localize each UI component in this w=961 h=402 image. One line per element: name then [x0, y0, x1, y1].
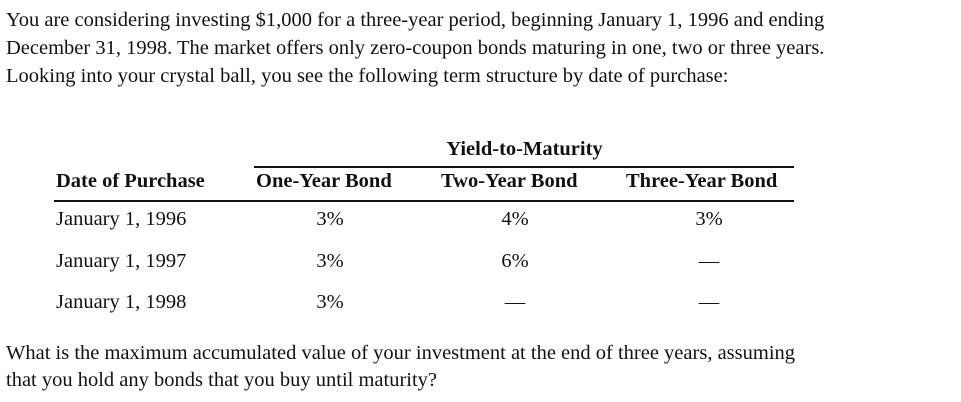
question-line: that you hold any bonds that you buy until maturity? — [6, 369, 438, 391]
intro-line: December 31, 1998. The market offers only zero-coupon bonds maturing in one, two or three years. — [6, 37, 825, 59]
column-header-rule — [54, 200, 794, 202]
one-year-cell: 3% — [316, 250, 344, 272]
three-year-cell: — — [698, 291, 720, 313]
three-year-cell: — — [698, 250, 720, 272]
two-year-cell: 6% — [501, 250, 529, 272]
one-year-cell: 3% — [316, 291, 344, 313]
column-header-three-year: Three-Year Bond — [626, 170, 778, 192]
intro-line: You are considering investing $1,000 for a three-year period, beginning January 1, 1996 and ending — [6, 9, 825, 31]
two-year-cell: 4% — [501, 208, 529, 230]
column-header-one-year: One-Year Bond — [256, 170, 392, 192]
yield-to-maturity-header: Yield-to-Maturity — [446, 138, 603, 160]
intro-paragraph — [6, 6, 956, 90]
column-header-date: Date of Purchase — [56, 170, 205, 192]
question-paragraph — [6, 340, 956, 394]
column-header-two-year: Two-Year Bond — [441, 170, 578, 192]
one-year-cell: 3% — [316, 208, 344, 230]
three-year-cell: 3% — [695, 208, 723, 230]
date-cell: January 1, 1997 — [56, 250, 187, 272]
question-line: What is the maximum accumulated value of your investment at the end of three years, assuming — [6, 342, 796, 364]
group-header-rule — [254, 166, 794, 168]
two-year-cell: — — [504, 291, 526, 313]
date-cell: January 1, 1996 — [56, 208, 187, 230]
date-cell: January 1, 1998 — [56, 291, 187, 313]
intro-line: Looking into your crystal ball, you see the following term structure by date of purchase: — [6, 65, 729, 87]
